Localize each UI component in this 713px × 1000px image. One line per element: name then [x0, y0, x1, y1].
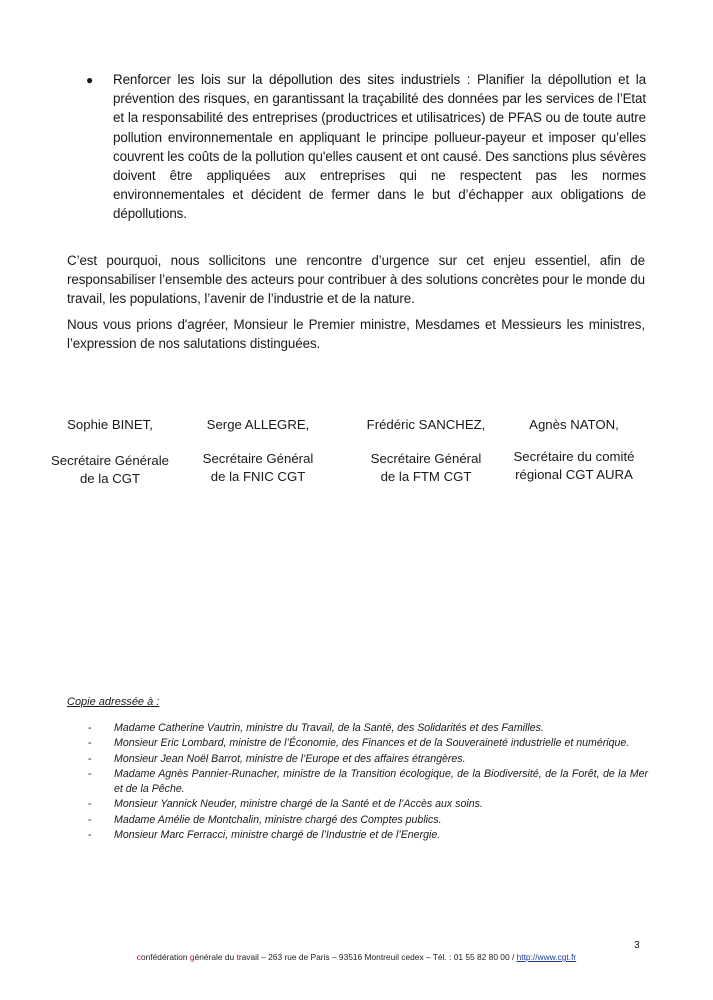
- signatory-name: Agnès NATON,: [529, 417, 619, 432]
- copy-recipient: Madame Agnès Pannier-Runacher, ministre de la Transition écologique, de la Biodiversité, de la Forêt, de la Mer et de la Pêche.: [114, 767, 648, 796]
- list-item: [88, 736, 648, 751]
- dash-icon: -: [88, 767, 92, 780]
- bullet-body: : Planifier la dépollution et la prévention des risques, en garantissant la traçabilité des données par les services de l’Etat et la responsabilité des entreprises (productrices et utilisatrices) de PFAS ou de toute autre pollution environnementale en appliquant le principe pollueur-payeur et imposer qu’elles couvrent les coûts de la pollution qu'elles causent et ont causé. Des sanctions plus sévères doivent être appliquées aux entreprises qui ne respectent pas les normes environnementales et décident de fermer dans le but d’échapper aux obligations de dépollutions.: [113, 72, 646, 222]
- copy-recipient: Madame Catherine Vautrin, ministre du Travail, de la Santé, des Solidarités et des Familles.: [114, 722, 544, 734]
- footer-initial-c: c: [136, 952, 141, 962]
- dash-icon: -: [88, 813, 92, 826]
- signatory-name: Serge ALLEGRE,: [206, 417, 310, 432]
- footer-address: – 263 rue de Paris – 93516 Montreuil cedex – Tél. : 01 55 82 80 00 /: [258, 952, 517, 962]
- dash-icon: -: [88, 737, 92, 750]
- signatory: [188, 416, 328, 486]
- signatory: [504, 416, 644, 484]
- list-item: [88, 797, 648, 812]
- list-item: [88, 767, 648, 798]
- copy-recipient: Monsieur Marc Ferracci, ministre chargé de l’Industrie et de l’Energie.: [114, 829, 441, 842]
- copy-recipient: Monsieur Eric Lombard, ministre de l’Économie, des Finances et de la Souveraineté industrielle et numérique.: [114, 737, 630, 750]
- dash-icon: -: [88, 798, 92, 811]
- footer-link[interactable]: http://www.cgt.fr: [516, 952, 577, 962]
- signatory-role: Secrétaire Général: [370, 451, 482, 466]
- signatory-name: Frédéric SANCHEZ,: [366, 417, 486, 432]
- list-item: [88, 721, 648, 736]
- paragraph-closing: Nous vous prions d'agréer, Monsieur le Premier ministre, Mesdames et Messieurs les ministres, l’expression de nos salutations distinguées.: [67, 317, 645, 352]
- bullet-text: [113, 70, 646, 224]
- dash-icon: -: [88, 829, 92, 842]
- signatory-role: Secrétaire du comité: [513, 449, 635, 464]
- signatory: [356, 416, 496, 486]
- footer-initial-t: t: [236, 952, 239, 962]
- bullet-item: [86, 70, 646, 224]
- footer: [0, 952, 713, 962]
- copy-title: Copie adressée à :: [67, 696, 160, 708]
- signatory-role-org: de la FTM CGT: [380, 469, 472, 484]
- footer-initial-g: g: [189, 952, 195, 962]
- signatory-role: Secrétaire Général: [202, 451, 314, 466]
- list-item: [88, 813, 648, 828]
- signatory-role-org: de la CGT: [79, 471, 141, 486]
- list-item: [88, 828, 648, 843]
- copy-recipient: Monsieur Jean Noël Barrot, ministre de l’Europe et des affaires étrangères.: [114, 752, 466, 765]
- copy-recipient: Monsieur Yannick Neuder, ministre chargé de la Santé et de l’Accès aux soins.: [114, 798, 483, 811]
- page-number: 3: [634, 940, 640, 951]
- copy-list: [88, 721, 648, 843]
- dash-icon: -: [88, 752, 92, 765]
- dash-icon: -: [88, 722, 92, 734]
- signatory-name: Sophie BINET,: [67, 417, 153, 432]
- signatory: [40, 416, 180, 488]
- footer-text-2: énérale du: [194, 952, 237, 962]
- paragraph-request: C’est pourquoi, nous sollicitons une rencontre d’urgence sur cet enjeu essentiel, afin de responsabiliser l’ensemble des acteurs pour contribuer à des solutions concrètes pour le monde du travail, les populations, l’avenir de l’industrie et de la nature.: [67, 253, 645, 307]
- footer-text-1: onfédération: [140, 952, 190, 962]
- bullet-dot-icon: ●: [86, 73, 94, 87]
- copy-recipient: Madame Amélie de Montchalin, ministre chargé des Comptes publics.: [114, 813, 442, 826]
- signatory-role-org: régional CGT AURA: [515, 467, 633, 482]
- signatory-role-org: de la FNIC CGT: [210, 469, 306, 484]
- list-item: [88, 752, 648, 767]
- footer-text-3: ravail: [238, 952, 259, 962]
- signatory-role: Secrétaire Générale: [50, 453, 170, 468]
- bullet-lead: Renforcer les lois sur la dépollution des sites industriels: [113, 72, 461, 87]
